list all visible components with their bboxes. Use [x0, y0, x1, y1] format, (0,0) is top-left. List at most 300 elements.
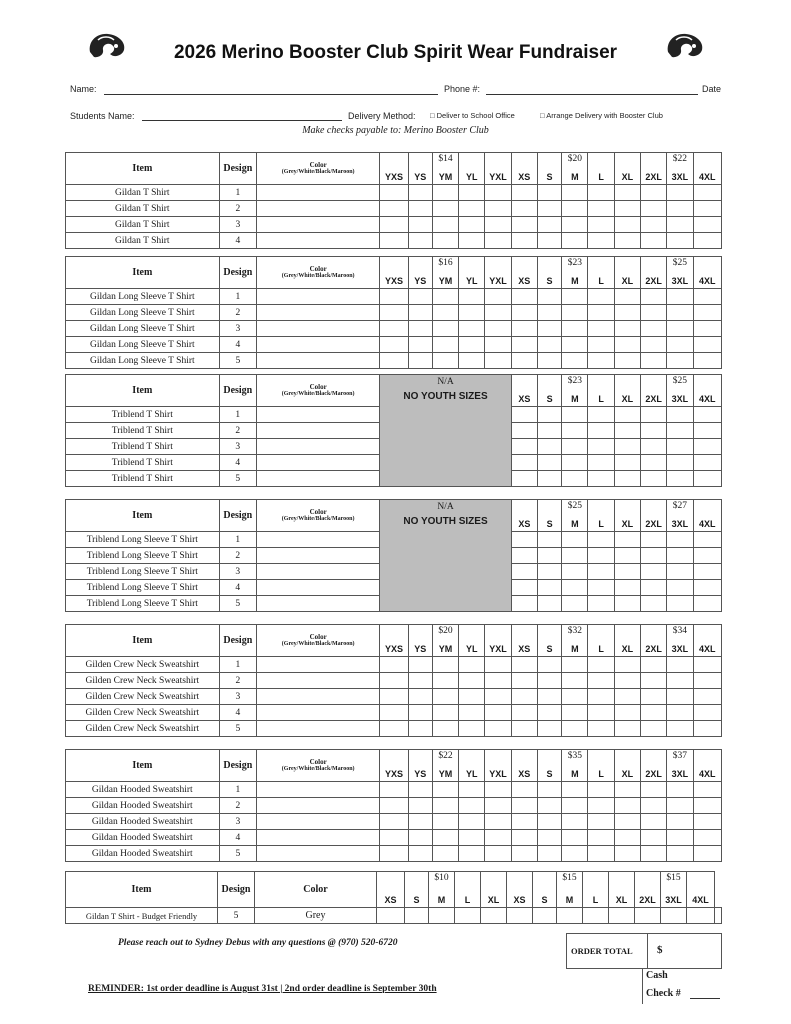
qty-cell[interactable] — [614, 705, 640, 721]
qty-cell[interactable] — [380, 233, 408, 249]
qty-cell[interactable] — [380, 689, 408, 705]
qty-cell[interactable] — [667, 305, 693, 321]
qty-cell[interactable] — [459, 705, 485, 721]
qty-cell[interactable] — [459, 721, 485, 737]
qty-cell[interactable] — [485, 721, 511, 737]
qty-cell[interactable] — [485, 201, 511, 217]
qty-cell[interactable] — [588, 689, 614, 705]
qty-cell[interactable] — [408, 798, 432, 814]
qty-cell[interactable] — [537, 548, 561, 564]
qty-cell[interactable] — [562, 423, 588, 439]
qty-cell[interactable] — [614, 596, 640, 612]
qty-cell[interactable] — [562, 580, 588, 596]
qty-cell[interactable] — [667, 548, 693, 564]
qty-cell[interactable] — [485, 689, 511, 705]
qty-cell[interactable] — [380, 353, 408, 369]
qty-cell[interactable] — [640, 846, 666, 862]
qty-cell[interactable] — [459, 673, 485, 689]
qty-cell[interactable] — [588, 185, 614, 201]
qty-cell[interactable] — [693, 455, 721, 471]
qty-cell[interactable] — [408, 830, 432, 846]
qty-cell[interactable] — [380, 217, 408, 233]
qty-cell[interactable] — [693, 830, 721, 846]
color-entry-cell[interactable] — [257, 217, 380, 233]
qty-cell[interactable] — [667, 321, 693, 337]
color-entry-cell[interactable] — [257, 814, 380, 830]
qty-cell[interactable] — [614, 657, 640, 673]
qty-cell[interactable] — [588, 846, 614, 862]
qty-cell[interactable] — [511, 233, 537, 249]
qty-cell[interactable] — [485, 233, 511, 249]
qty-cell[interactable] — [408, 673, 432, 689]
color-entry-cell[interactable] — [257, 439, 380, 455]
qty-cell[interactable] — [485, 289, 511, 305]
qty-cell[interactable] — [693, 201, 721, 217]
qty-cell[interactable] — [562, 353, 588, 369]
delivery-option-school[interactable]: □ Deliver to School Office — [430, 111, 515, 120]
qty-cell[interactable] — [562, 596, 588, 612]
qty-cell[interactable] — [511, 201, 537, 217]
qty-cell[interactable] — [641, 596, 667, 612]
color-entry-cell[interactable] — [257, 471, 380, 487]
color-entry-cell[interactable] — [257, 782, 380, 798]
qty-cell[interactable] — [408, 689, 432, 705]
qty-cell[interactable] — [537, 798, 561, 814]
qty-cell[interactable] — [588, 814, 614, 830]
qty-cell[interactable] — [511, 782, 537, 798]
qty-cell[interactable] — [641, 548, 667, 564]
qty-cell[interactable] — [693, 185, 721, 201]
qty-cell[interactable] — [614, 689, 640, 705]
qty-cell[interactable] — [485, 305, 511, 321]
qty-cell[interactable] — [408, 305, 432, 321]
qty-cell[interactable] — [614, 673, 640, 689]
qty-cell[interactable] — [432, 830, 458, 846]
qty-cell[interactable] — [640, 782, 666, 798]
qty-cell[interactable] — [380, 721, 408, 737]
qty-cell[interactable] — [588, 548, 614, 564]
qty-cell[interactable] — [588, 353, 614, 369]
qty-cell[interactable] — [693, 548, 721, 564]
qty-cell[interactable] — [562, 305, 588, 321]
qty-cell[interactable] — [537, 185, 561, 201]
qty-cell[interactable] — [485, 337, 511, 353]
qty-cell[interactable] — [614, 782, 640, 798]
qty-cell[interactable] — [693, 798, 721, 814]
qty-cell[interactable] — [511, 305, 537, 321]
qty-cell[interactable] — [485, 353, 511, 369]
qty-cell[interactable] — [667, 217, 693, 233]
qty-cell[interactable] — [667, 673, 693, 689]
delivery-option-booster[interactable]: □ Arrange Delivery with Booster Club — [540, 111, 663, 120]
qty-cell[interactable] — [614, 471, 640, 487]
qty-cell[interactable] — [562, 564, 588, 580]
qty-cell[interactable] — [667, 289, 693, 305]
qty-cell[interactable] — [640, 289, 666, 305]
qty-cell[interactable] — [562, 217, 588, 233]
qty-cell[interactable] — [588, 201, 614, 217]
qty-cell[interactable] — [614, 217, 640, 233]
qty-cell[interactable] — [614, 201, 640, 217]
qty-cell[interactable] — [588, 305, 614, 321]
qty-cell[interactable] — [640, 201, 666, 217]
qty-cell[interactable] — [511, 353, 537, 369]
qty-cell[interactable] — [377, 908, 405, 924]
qty-cell[interactable] — [511, 673, 537, 689]
qty-cell[interactable] — [485, 782, 511, 798]
qty-cell[interactable] — [459, 846, 485, 862]
qty-cell[interactable] — [614, 814, 640, 830]
qty-cell[interactable] — [614, 233, 640, 249]
phone-field[interactable] — [486, 94, 698, 95]
qty-cell[interactable] — [511, 423, 537, 439]
qty-cell[interactable] — [693, 782, 721, 798]
qty-cell[interactable] — [588, 564, 614, 580]
qty-cell[interactable] — [641, 407, 667, 423]
color-entry-cell[interactable] — [257, 657, 380, 673]
qty-cell[interactable] — [485, 185, 511, 201]
qty-cell[interactable] — [693, 705, 721, 721]
qty-cell[interactable] — [614, 337, 640, 353]
qty-cell[interactable] — [667, 233, 693, 249]
check-option[interactable]: Check # — [646, 988, 681, 999]
qty-cell[interactable] — [432, 337, 458, 353]
qty-cell[interactable] — [667, 721, 693, 737]
qty-cell[interactable] — [380, 814, 408, 830]
qty-cell[interactable] — [537, 814, 561, 830]
qty-cell[interactable] — [562, 455, 588, 471]
qty-cell[interactable] — [380, 289, 408, 305]
qty-cell[interactable] — [432, 233, 458, 249]
qty-cell[interactable] — [459, 353, 485, 369]
qty-cell[interactable] — [640, 814, 666, 830]
qty-cell[interactable] — [537, 705, 561, 721]
qty-cell[interactable] — [537, 407, 561, 423]
qty-cell[interactable] — [511, 471, 537, 487]
qty-cell[interactable] — [537, 233, 561, 249]
qty-cell[interactable] — [667, 705, 693, 721]
qty-cell[interactable] — [537, 201, 561, 217]
qty-cell[interactable] — [511, 830, 537, 846]
qty-cell[interactable] — [537, 289, 561, 305]
qty-cell[interactable] — [432, 689, 458, 705]
qty-cell[interactable] — [614, 846, 640, 862]
qty-cell[interactable] — [667, 353, 693, 369]
qty-cell[interactable] — [667, 201, 693, 217]
qty-cell[interactable] — [511, 185, 537, 201]
qty-cell[interactable] — [459, 321, 485, 337]
qty-cell[interactable] — [459, 689, 485, 705]
qty-cell[interactable] — [588, 596, 614, 612]
cash-option[interactable]: Cash — [646, 970, 668, 981]
qty-cell[interactable] — [667, 689, 693, 705]
qty-cell[interactable] — [693, 353, 721, 369]
qty-cell[interactable] — [459, 185, 485, 201]
qty-cell[interactable] — [432, 353, 458, 369]
qty-cell[interactable] — [640, 657, 666, 673]
qty-cell[interactable] — [455, 908, 481, 924]
qty-cell[interactable] — [408, 353, 432, 369]
qty-cell[interactable] — [641, 423, 667, 439]
qty-cell[interactable] — [432, 721, 458, 737]
qty-cell[interactable] — [693, 657, 721, 673]
qty-cell[interactable] — [667, 846, 693, 862]
qty-cell[interactable] — [588, 782, 614, 798]
order-total-value[interactable]: $ — [657, 944, 663, 956]
qty-cell[interactable] — [614, 532, 640, 548]
qty-cell[interactable] — [562, 321, 588, 337]
qty-cell[interactable] — [641, 439, 667, 455]
qty-cell[interactable] — [588, 407, 614, 423]
qty-cell[interactable] — [693, 423, 721, 439]
qty-cell[interactable] — [640, 305, 666, 321]
qty-cell[interactable] — [562, 673, 588, 689]
qty-cell[interactable] — [661, 908, 687, 924]
qty-cell[interactable] — [693, 407, 721, 423]
qty-cell[interactable] — [667, 337, 693, 353]
color-entry-cell[interactable] — [257, 185, 380, 201]
qty-cell[interactable] — [511, 657, 537, 673]
qty-cell[interactable] — [640, 689, 666, 705]
qty-cell[interactable] — [459, 233, 485, 249]
qty-cell[interactable] — [614, 455, 640, 471]
qty-cell[interactable] — [667, 657, 693, 673]
qty-cell[interactable] — [614, 423, 640, 439]
color-entry-cell[interactable] — [257, 689, 380, 705]
qty-cell[interactable] — [537, 564, 561, 580]
qty-cell[interactable] — [408, 217, 432, 233]
qty-cell[interactable] — [432, 846, 458, 862]
qty-cell[interactable] — [693, 846, 721, 862]
qty-cell[interactable] — [693, 305, 721, 321]
qty-cell[interactable] — [640, 673, 666, 689]
qty-cell[interactable] — [562, 798, 588, 814]
color-entry-cell[interactable] — [257, 455, 380, 471]
color-entry-cell[interactable] — [257, 580, 380, 596]
qty-cell[interactable] — [537, 439, 561, 455]
qty-cell[interactable] — [432, 673, 458, 689]
qty-cell[interactable] — [432, 305, 458, 321]
qty-cell[interactable] — [380, 830, 408, 846]
qty-cell[interactable] — [588, 439, 614, 455]
qty-cell[interactable] — [485, 830, 511, 846]
qty-cell[interactable] — [588, 321, 614, 337]
qty-cell[interactable] — [562, 233, 588, 249]
qty-cell[interactable] — [511, 289, 537, 305]
qty-cell[interactable] — [511, 689, 537, 705]
qty-cell[interactable] — [511, 217, 537, 233]
qty-cell[interactable] — [614, 580, 640, 596]
qty-cell[interactable] — [511, 846, 537, 862]
qty-cell[interactable] — [667, 830, 693, 846]
qty-cell[interactable] — [537, 337, 561, 353]
qty-cell[interactable] — [562, 705, 588, 721]
qty-cell[interactable] — [562, 337, 588, 353]
qty-cell[interactable] — [459, 814, 485, 830]
qty-cell[interactable] — [640, 337, 666, 353]
qty-cell[interactable] — [640, 321, 666, 337]
qty-cell[interactable] — [588, 337, 614, 353]
qty-cell[interactable] — [537, 689, 561, 705]
qty-cell[interactable] — [537, 721, 561, 737]
qty-cell[interactable] — [667, 596, 693, 612]
qty-cell[interactable] — [667, 798, 693, 814]
qty-cell[interactable] — [693, 471, 721, 487]
color-entry-cell[interactable] — [257, 305, 380, 321]
qty-cell[interactable] — [408, 321, 432, 337]
qty-cell[interactable] — [667, 814, 693, 830]
qty-cell[interactable] — [693, 439, 721, 455]
color-entry-cell[interactable] — [257, 201, 380, 217]
qty-cell[interactable] — [693, 814, 721, 830]
qty-cell[interactable] — [588, 798, 614, 814]
color-entry-cell[interactable] — [257, 830, 380, 846]
qty-cell[interactable] — [557, 908, 583, 924]
qty-cell[interactable] — [667, 564, 693, 580]
qty-cell[interactable] — [485, 814, 511, 830]
qty-cell[interactable] — [562, 289, 588, 305]
qty-cell[interactable] — [511, 439, 537, 455]
qty-cell[interactable] — [614, 830, 640, 846]
qty-cell[interactable] — [640, 705, 666, 721]
qty-cell[interactable] — [562, 814, 588, 830]
qty-cell[interactable] — [640, 185, 666, 201]
color-entry-cell[interactable] — [257, 564, 380, 580]
qty-cell[interactable] — [380, 201, 408, 217]
qty-cell[interactable] — [641, 580, 667, 596]
qty-cell[interactable] — [511, 532, 537, 548]
qty-cell[interactable] — [614, 564, 640, 580]
qty-cell[interactable] — [609, 908, 635, 924]
qty-cell[interactable] — [432, 782, 458, 798]
qty-cell[interactable] — [640, 353, 666, 369]
color-entry-cell[interactable] — [257, 721, 380, 737]
qty-cell[interactable] — [537, 846, 561, 862]
qty-cell[interactable] — [693, 673, 721, 689]
qty-cell[interactable] — [614, 321, 640, 337]
qty-cell[interactable] — [432, 814, 458, 830]
qty-cell[interactable] — [640, 217, 666, 233]
qty-cell[interactable] — [405, 908, 429, 924]
color-entry-cell[interactable] — [257, 705, 380, 721]
qty-cell[interactable] — [667, 455, 693, 471]
qty-cell[interactable] — [485, 657, 511, 673]
qty-cell[interactable] — [562, 471, 588, 487]
qty-cell[interactable] — [562, 439, 588, 455]
qty-cell[interactable] — [408, 185, 432, 201]
qty-cell[interactable] — [641, 471, 667, 487]
qty-cell[interactable] — [408, 233, 432, 249]
qty-cell[interactable] — [511, 798, 537, 814]
qty-cell[interactable] — [432, 201, 458, 217]
color-entry-cell[interactable] — [257, 798, 380, 814]
qty-cell[interactable] — [485, 798, 511, 814]
qty-cell[interactable] — [408, 289, 432, 305]
qty-cell[interactable] — [562, 830, 588, 846]
qty-cell[interactable] — [432, 185, 458, 201]
qty-cell[interactable] — [588, 673, 614, 689]
qty-cell[interactable] — [459, 305, 485, 321]
qty-cell[interactable] — [408, 721, 432, 737]
qty-cell[interactable] — [588, 830, 614, 846]
qty-cell[interactable] — [614, 305, 640, 321]
qty-cell[interactable] — [432, 289, 458, 305]
qty-cell[interactable] — [485, 217, 511, 233]
qty-cell[interactable] — [511, 407, 537, 423]
qty-cell[interactable] — [614, 289, 640, 305]
qty-cell[interactable] — [380, 321, 408, 337]
qty-cell[interactable] — [614, 548, 640, 564]
qty-cell[interactable] — [533, 908, 557, 924]
qty-cell[interactable] — [562, 201, 588, 217]
qty-cell[interactable] — [432, 705, 458, 721]
qty-cell[interactable] — [537, 217, 561, 233]
qty-cell[interactable] — [614, 439, 640, 455]
qty-cell[interactable] — [537, 321, 561, 337]
qty-cell[interactable] — [537, 471, 561, 487]
qty-cell[interactable] — [511, 455, 537, 471]
qty-cell[interactable] — [429, 908, 455, 924]
qty-cell[interactable] — [640, 721, 666, 737]
qty-cell[interactable] — [511, 580, 537, 596]
qty-cell[interactable] — [693, 532, 721, 548]
color-entry-cell[interactable] — [257, 548, 380, 564]
qty-cell[interactable] — [432, 657, 458, 673]
qty-cell[interactable] — [511, 564, 537, 580]
qty-cell[interactable] — [667, 532, 693, 548]
qty-cell[interactable] — [537, 532, 561, 548]
qty-cell[interactable] — [408, 705, 432, 721]
qty-cell[interactable] — [408, 657, 432, 673]
qty-cell[interactable] — [588, 657, 614, 673]
qty-cell[interactable] — [380, 337, 408, 353]
qty-cell[interactable] — [667, 185, 693, 201]
qty-cell[interactable] — [640, 233, 666, 249]
color-entry-cell[interactable] — [257, 423, 380, 439]
qty-cell[interactable] — [635, 908, 661, 924]
qty-cell[interactable] — [640, 830, 666, 846]
qty-cell[interactable] — [693, 217, 721, 233]
qty-cell[interactable] — [562, 782, 588, 798]
qty-cell[interactable] — [485, 846, 511, 862]
student-field[interactable] — [142, 120, 342, 121]
name-field[interactable] — [104, 94, 438, 95]
check-number-field[interactable] — [690, 998, 720, 999]
qty-cell[interactable] — [432, 217, 458, 233]
qty-cell[interactable] — [380, 798, 408, 814]
qty-cell[interactable] — [588, 423, 614, 439]
qty-cell[interactable] — [432, 798, 458, 814]
color-entry-cell[interactable] — [257, 353, 380, 369]
qty-cell[interactable] — [481, 908, 507, 924]
qty-cell[interactable] — [380, 657, 408, 673]
qty-cell[interactable] — [459, 217, 485, 233]
qty-cell[interactable] — [641, 455, 667, 471]
qty-cell[interactable] — [380, 305, 408, 321]
qty-cell[interactable] — [667, 423, 693, 439]
qty-cell[interactable] — [380, 673, 408, 689]
qty-cell[interactable] — [562, 689, 588, 705]
qty-cell[interactable] — [408, 201, 432, 217]
qty-cell[interactable] — [511, 321, 537, 337]
qty-cell[interactable] — [667, 782, 693, 798]
qty-cell[interactable] — [511, 814, 537, 830]
color-entry-cell[interactable] — [257, 233, 380, 249]
qty-cell[interactable] — [459, 289, 485, 305]
qty-cell[interactable] — [537, 423, 561, 439]
qty-cell[interactable] — [614, 721, 640, 737]
qty-cell[interactable] — [459, 337, 485, 353]
